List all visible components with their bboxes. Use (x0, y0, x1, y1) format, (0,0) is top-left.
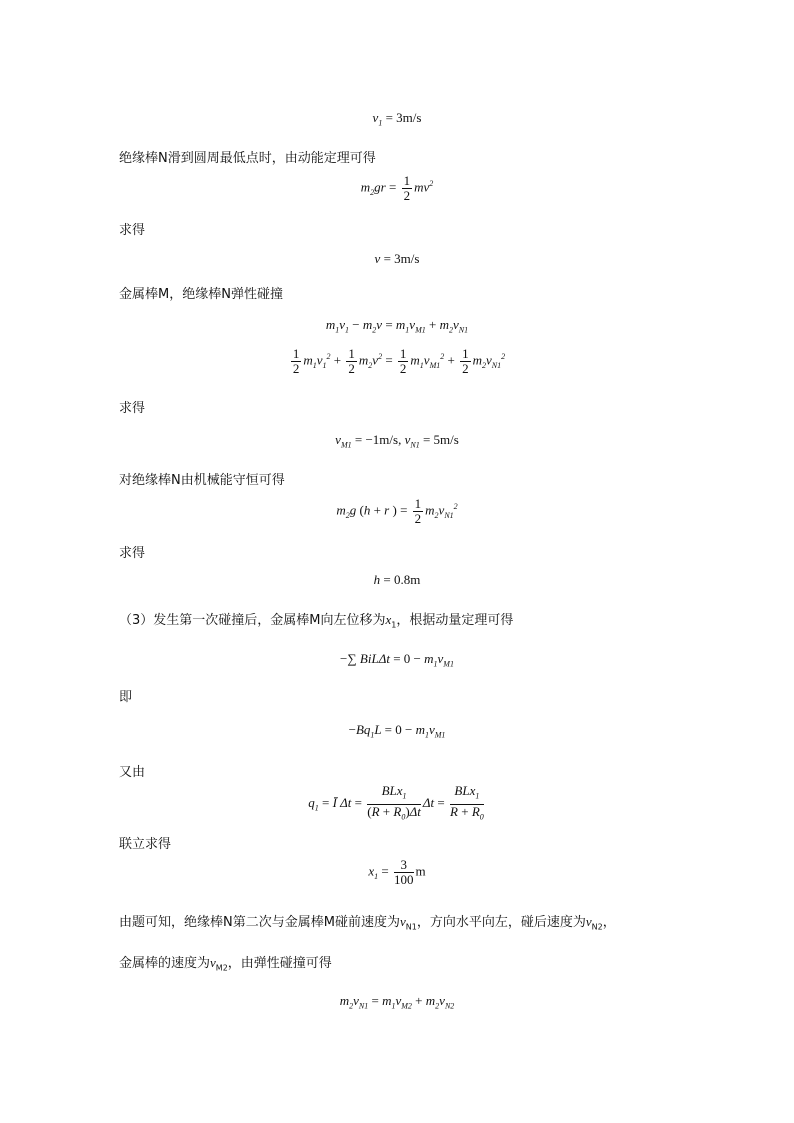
equation-velocities: $v_{M1} = -1m/s$, $v_{N1} = 5m/s$ (335, 432, 459, 450)
text-line: 求得 (119, 223, 146, 238)
equation-impulse: −∑ $BiL\Delta t = 0 - m_1v_{M1}$ (340, 651, 454, 669)
equation-x1: $x_1$ = $\frac{3}{100}$ m (368, 857, 426, 887)
equation-energy: $m_2gr$ = $\frac{1}{2}$ $mv^2$ (360, 173, 434, 203)
equation-momentum: $m_1v_1 - m_2v = m_1v_{M1} + m_2v_{N1}$ (325, 317, 469, 335)
equation-h: h = 0.8m (373, 572, 421, 587)
equation-v1: $v_1 = 3m/s$ (372, 110, 422, 128)
text-line: 即 (119, 690, 133, 705)
text-line: 绝缘棒N滑到圆周最低点时，由动能定理可得 (119, 151, 376, 166)
equation-mech-energy: $m_2g$ (h + r ) = $\frac{1}{2}$ $m_2v_{N1}^2$ (336, 496, 458, 526)
equation-v: v = 3m/s (374, 251, 420, 266)
text-line: 又由 (119, 765, 146, 780)
equation-kinetic: $\frac{1}{2}$ $m_1v_1^2$ + $\frac{1}{2}$ $m_2v^2$ = $\frac{1}{2}$ $m_1v_{M1}^2$ + $\frac{1}{2}$ $m_2v_{N1}^2$ (292, 346, 506, 376)
equation-second-collision: $m_2v_{N1} = m_1v_{M2} + m_2v_{N2}$ (339, 993, 455, 1011)
text-line: 由题可知，绝缘棒N第二次与金属棒M碰前速度为$v_{N1}$，方向水平向左，碰后速度为$v_{N2}$， (119, 914, 616, 932)
text-line: （3）发生第一次碰撞后，金属棒M向左位移为$x_1$，根据动量定理可得 (119, 612, 514, 630)
text-line: 求得 (119, 401, 146, 416)
text-line: 求得 (119, 546, 146, 561)
text-line: 金属棒M，绝缘棒N弹性碰撞 (119, 287, 283, 302)
text-line: 联立求得 (119, 837, 172, 852)
equation-charge: $-Bq_1L = 0 - m_1v_{M1}$ (348, 722, 446, 740)
text-line: 对绝缘棒N由机械能守恒可得 (119, 473, 285, 488)
text-line: 金属棒的速度为$v_{M2}$，由弹性碰撞可得 (119, 955, 332, 973)
equation-q1: $q_1$ = Ī Δt = $\frac{BLx_1}{(R + R_0)\Delta t}$ Δt = $\frac{BLx_1}{R + R_0}$ (308, 783, 484, 822)
